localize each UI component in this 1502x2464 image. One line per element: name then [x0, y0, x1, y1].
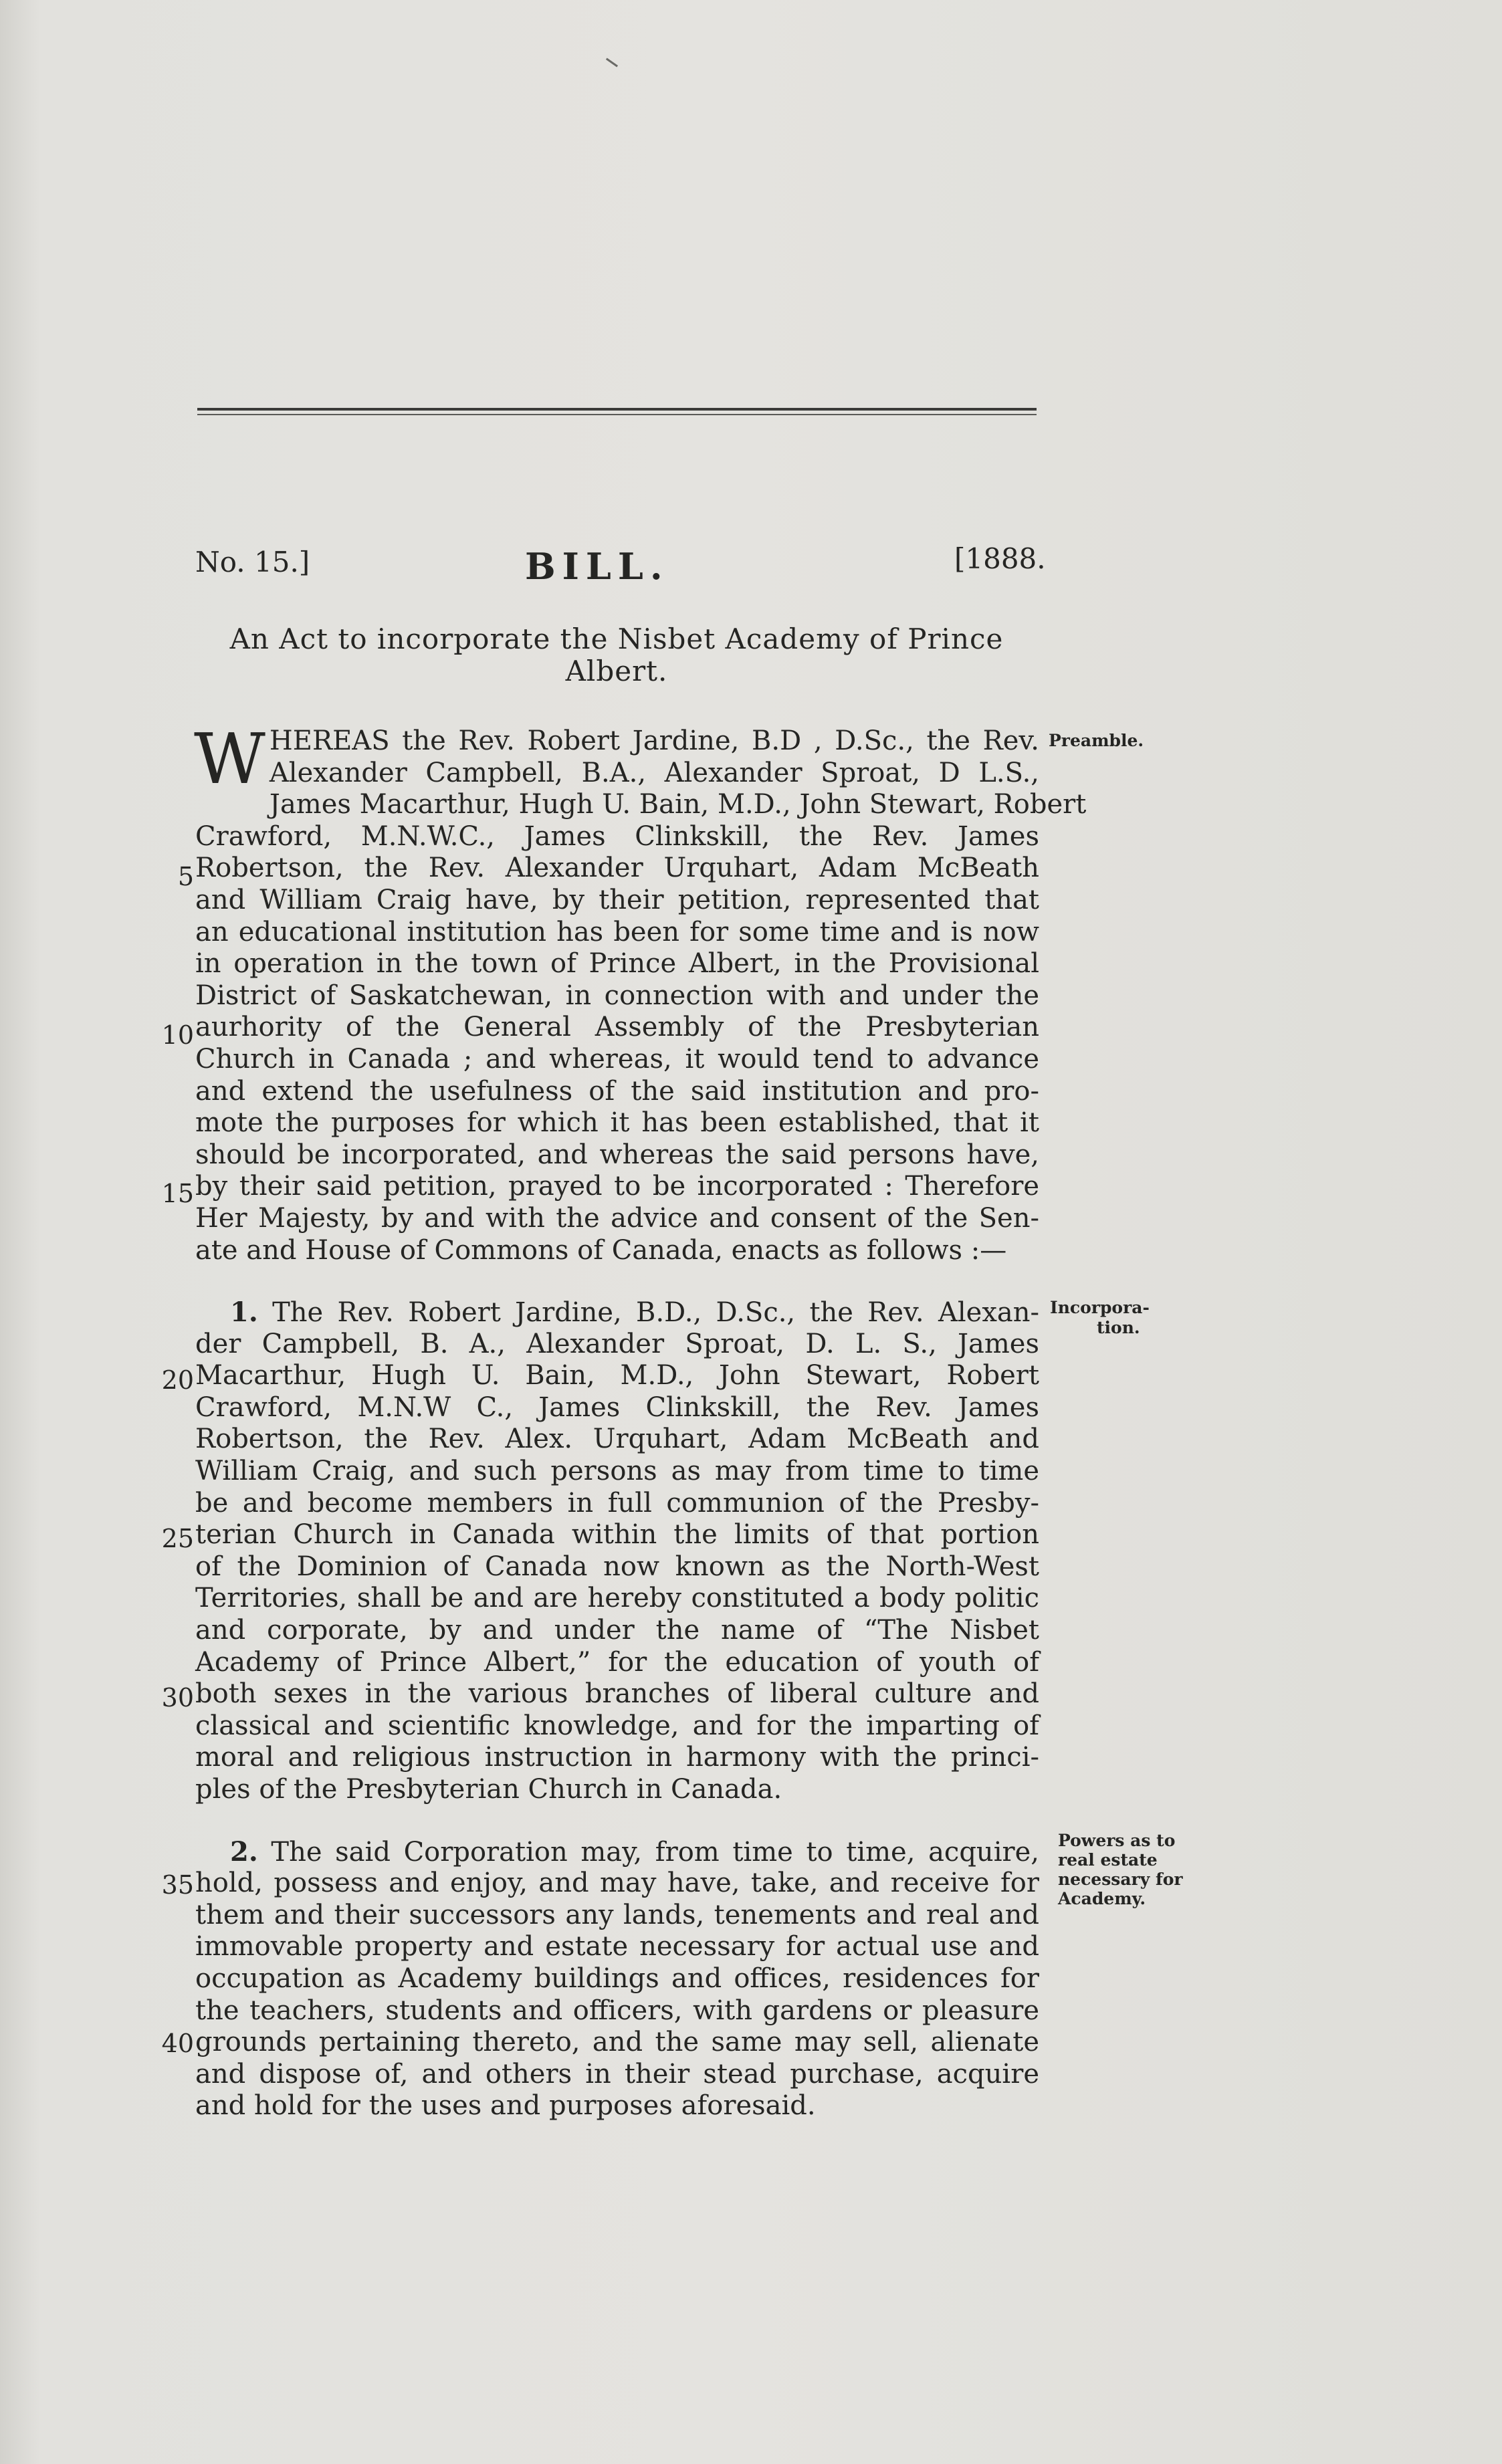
text-line: District of Saskatchewan, in connection with and under the: [195, 980, 1039, 1011]
text-line: ples of the Presbyterian Church in Canada.: [195, 1774, 782, 1805]
text-line: hold, possess and enjoy, and may have, take, and receive for: [195, 1868, 1039, 1899]
margin-note-preamble: Preamble.: [1049, 731, 1144, 750]
margin-note-powers: [1058, 1831, 1183, 1908]
margin-note-incorporation: [1050, 1298, 1150, 1338]
text-line: William Craig, and such persons as may from time to time: [195, 1456, 1039, 1487]
text-line: [195, 1297, 1039, 1329]
section-2: [195, 1836, 1039, 2122]
act-title-line: An Act to incorporate the Nisbet Academy of Prince: [229, 623, 1004, 655]
text-line: moral and religious instruction in harmony with the princi-: [195, 1742, 1039, 1773]
text-line: ate and House of Commons of Canada, enacts as follows :—: [195, 1234, 1007, 1266]
bill-number: No. 15.]: [195, 546, 310, 578]
text-line: Academy of Prince Albert,” for the education of youth of: [195, 1646, 1039, 1678]
section-1: [195, 1297, 1039, 1806]
text-line: in operation in the town of Prince Albert, in the Provisional: [195, 948, 1039, 980]
text-line: terian Church in Canada within the limits of that portion: [195, 1519, 1039, 1551]
text-line: HEREAS the Rev. Robert Jardine, B.D , D.Sc., the Rev.: [269, 725, 1039, 756]
text-line: immovable property and estate necessary for actual use and: [195, 1931, 1039, 1963]
section-gap: [195, 1266, 1039, 1297]
text-line: and dispose of, and others in their stead purchase, acquire: [195, 2058, 1039, 2090]
line-number: 40: [161, 2029, 194, 2058]
text-line: both sexes in the various branches of liberal culture and: [195, 1678, 1039, 1710]
section-number: 2.: [230, 1835, 258, 1868]
margin-note-line: real estate: [1058, 1850, 1158, 1870]
text-line: Robertson, the Rev. Alex. Urquhart, Adam McBeath and: [195, 1424, 1039, 1455]
text-line: Church in Canada ; and whereas, it would tend to advance: [195, 1043, 1039, 1075]
text-line: Crawford, M.N.W.C., James Clinkskill, the Rev. James: [195, 820, 1039, 852]
text-line: of the Dominion of Canada now known as the North-West: [195, 1551, 1039, 1582]
text-line: Her Majesty, by and with the advice and consent of the Sen-: [195, 1202, 1039, 1234]
text-line: by their said petition, prayed to be incorporated : Therefore: [195, 1171, 1039, 1202]
line-number: 25: [161, 1524, 194, 1553]
text-line: Territories, shall be and are hereby constituted a body politic: [195, 1583, 1039, 1614]
text-line: and hold for the uses and purposes aforesaid.: [195, 2090, 816, 2122]
bill-year: [1888.: [954, 542, 1046, 575]
margin-note-line: Powers as to: [1058, 1831, 1176, 1850]
text-line: an educational institution has been for some time and is now: [195, 916, 1039, 947]
text-line: and corporate, by and under the name of “The Nisbet: [195, 1615, 1039, 1646]
section-text: The said Corporation may, from time to time, acquire,: [271, 1836, 1039, 1868]
line-number: 30: [161, 1683, 194, 1712]
margin-note-line: Incorpora-: [1050, 1298, 1150, 1317]
text-line: Crawford, M.N.W C., James Clinkskill, the Rev. James: [195, 1391, 1039, 1423]
margin-note-line: tion.: [1097, 1318, 1140, 1337]
preamble: [194, 718, 1087, 1266]
line-number: 5: [177, 862, 194, 891]
section-gap: [195, 1806, 1039, 1836]
text-line: [195, 1836, 1039, 1868]
text-line: mote the purposes for which it has been established, that it: [195, 1107, 1039, 1139]
text-line: Macarthur, Hugh U. Bain, M.D., John Stewart, Robert: [195, 1360, 1039, 1391]
text-line: occupation as Academy buildings and offices, residences for: [195, 1963, 1039, 1994]
section-number: 1.: [230, 1297, 258, 1329]
ink-mark: [606, 58, 618, 68]
text-line: them and their successors any lands, tenements and real and: [195, 1899, 1039, 1930]
text-line: the teachers, students and officers, with gardens or pleasure: [195, 1995, 1039, 2026]
text-line: grounds pertaining thereto, and the same may sell, alienate: [195, 2027, 1039, 2058]
text-line: classical and scientific knowledge, and for the imparting of: [195, 1710, 1039, 1741]
text-line: be and become members in full communion of the Presby-: [195, 1487, 1039, 1519]
text-line: der Campbell, B. A., Alexander Sproat, D. L. S., James: [195, 1328, 1039, 1359]
margin-note-line: necessary for: [1058, 1870, 1183, 1889]
bill-heading: BILL.: [525, 545, 669, 588]
header-rule: [197, 408, 1037, 415]
text-line: and extend the usefulness of the said institution and pro-: [195, 1075, 1039, 1107]
section-text: The Rev. Robert Jardine, B.D., D.Sc., the Rev. Alexan-: [272, 1297, 1039, 1329]
text-line: Robertson, the Rev. Alexander Urquhart, Adam McBeath: [195, 853, 1039, 884]
act-title-line: Albert.: [565, 655, 668, 687]
text-line: Alexander Campbell, B.A., Alexander Sproat, D L.S.,: [269, 757, 1039, 788]
text-line: aurhority of the General Assembly of the Presbyterian: [195, 1012, 1039, 1043]
drop-cap: W: [194, 718, 265, 800]
bill-body: [194, 718, 1087, 2122]
line-number: 15: [161, 1179, 194, 1208]
act-title: [195, 623, 1038, 687]
margin-note-line: Academy.: [1058, 1889, 1146, 1908]
line-number: 10: [161, 1020, 194, 1050]
line-number: 35: [161, 1870, 194, 1900]
text-line: James Macarthur, Hugh U. Bain, M.D., John Stewart, Robert: [269, 789, 1087, 820]
text-line: and William Craig have, by their petition, represented that: [195, 884, 1039, 915]
line-number: 20: [161, 1365, 194, 1395]
text-line: should be incorporated, and whereas the said persons have,: [195, 1139, 1039, 1170]
